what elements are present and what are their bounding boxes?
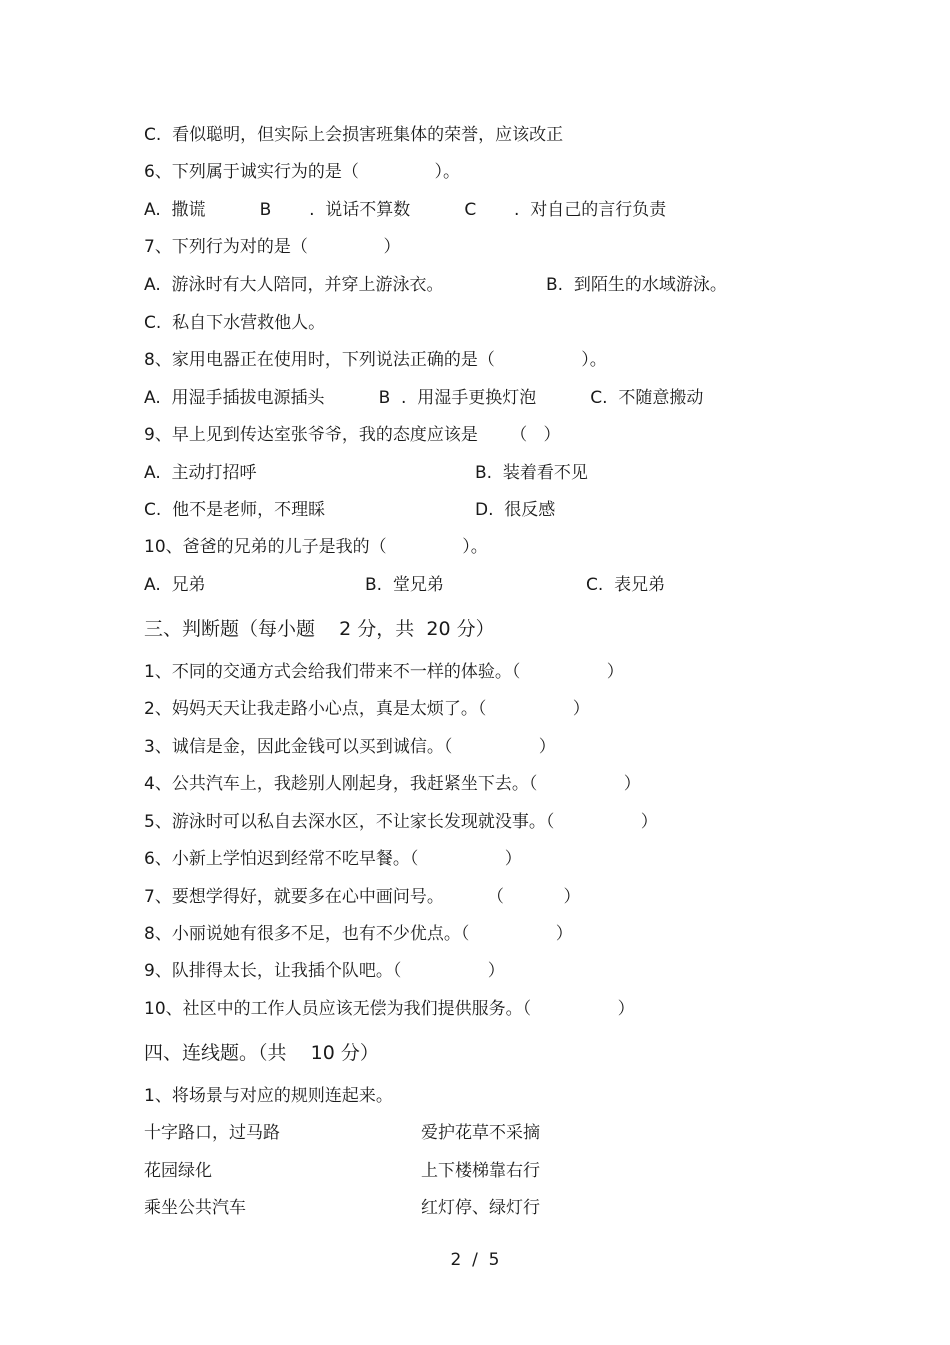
judgment-9: 9、队排得太长，让我插个队吧。（ ）: [144, 961, 505, 981]
judgment-2: 2、妈妈天天让我走路小心点，真是太烦了。（ ）: [144, 699, 590, 719]
section-3-heading: 三、判断题（每小题 2 分，共 20 分）: [144, 618, 495, 640]
judgment-6: 6、小新上学怕迟到经常不吃早餐。（ ）: [144, 849, 522, 869]
judgment-4: 4、公共汽车上，我趁别人刚起身，我赶紧坐下去。（ ）: [144, 774, 641, 794]
judgment-8: 8、小丽说她有很多不足，也有不少优点。（ ）: [144, 924, 573, 944]
q9-option-d: D. 很反感: [475, 500, 556, 520]
matching-left-1: 十字路口，过马路: [144, 1123, 280, 1143]
q8-options: A. 用湿手插拔电源插头 B . 用湿手更换灯泡 C. 不随意搬动: [144, 388, 704, 408]
judgment-1: 1、不同的交通方式会给我们带来不一样的体验。（ ）: [144, 662, 624, 682]
matching-right-2: 上下楼梯靠右行: [421, 1161, 540, 1181]
judgment-7: 7、要想学得好，就要多在心中画问号。 （ ）: [144, 887, 581, 907]
question-10: 10、爸爸的兄弟的儿子是我的（ ）。: [144, 537, 488, 557]
q7-option-c: C. 私自下水营救他人。: [144, 313, 326, 333]
question-6: 6、下列属于诚实行为的是（ ）。: [144, 162, 460, 182]
matching-instruction: 1、将场景与对应的规则连起来。: [144, 1086, 393, 1106]
question-7: 7、下列行为对的是（ ）: [144, 237, 401, 257]
matching-right-1: 爱护花草不采摘: [421, 1123, 540, 1143]
q10-option-c: C. 表兄弟: [586, 575, 666, 595]
judgment-10: 10、社区中的工作人员应该无偿为我们提供服务。（ ）: [144, 999, 635, 1019]
q9-option-a: A. 主动打招呼: [144, 463, 257, 483]
q9-option-c: C. 他不是老师，不理睬: [144, 500, 326, 520]
question-8: 8、家用电器正在使用时，下列说法正确的是（ ）。: [144, 350, 607, 370]
judgment-3: 3、诚信是金，因此金钱可以买到诚信。（ ）: [144, 737, 556, 757]
q7-option-b: B. 到陌生的水域游泳。: [546, 275, 727, 295]
q10-option-a: A. 兄弟: [144, 575, 206, 595]
q10-option-b: B. 堂兄弟: [365, 575, 444, 595]
section-4-heading: 四、连线题。（共 10 分）: [144, 1042, 379, 1064]
q7-option-a: A. 游泳时有大人陪同，并穿上游泳衣。: [144, 275, 444, 295]
matching-left-3: 乘坐公共汽车: [144, 1198, 246, 1218]
q6-options: A. 撒谎 B . 说话不算数 C . 对自己的言行负责: [144, 200, 667, 220]
question-9: 9、早上见到传达室张爷爷，我的态度应该是 （ ）: [144, 425, 561, 445]
matching-left-2: 花园绿化: [144, 1161, 212, 1181]
page-number: 2 / 5: [450, 1250, 500, 1270]
q9-option-b: B. 装着看不见: [475, 463, 588, 483]
judgment-5: 5、游泳时可以私自去深水区，不让家长发现就没事。（ ）: [144, 812, 658, 832]
matching-right-3: 红灯停、绿灯行: [421, 1198, 540, 1218]
q5-option-c: C. 看似聪明，但实际上会损害班集体的荣誉，应该改正: [144, 125, 564, 145]
